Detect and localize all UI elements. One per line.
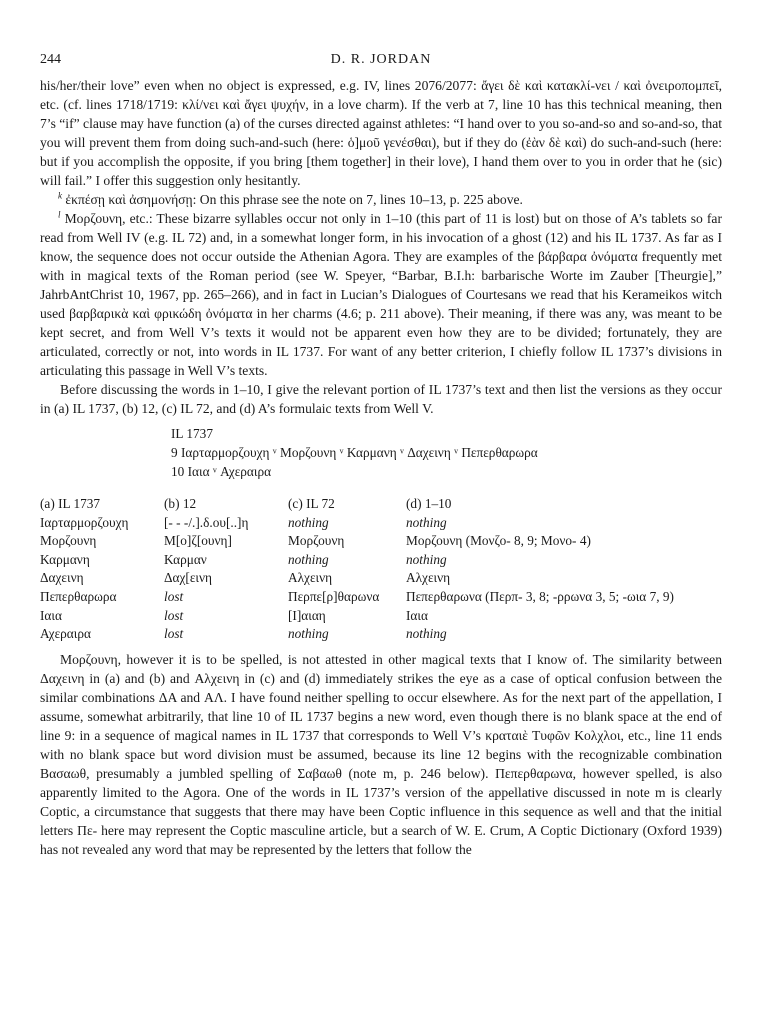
table-row xyxy=(40,625,680,644)
footnote-l-text: Μορζουνη, etc.: These bizarre syllables occur not only in 1–10 (this part of 11 is lost) but on those of A’s tablets so far read from Well IV (e.g. IL 72) and, in a somewhat longer form, in his invocation of a ghost (12) and his IL 1737. As far as I know, the sequence does not occur outside the Athenian Agora. They are examples of the βάρβαρα ὀνόματα frequently met with in magical texts of the Roman period (see W. Speyer, “Barbar, B.I.h: barbarische Worte im Zauber [Theurgie],” JahrbAntChrist 10, 1967, pp. 265–266), and in fact in Lucian’s Dialogues of Courtesans we read that his Kerameikos witch used βαρβαρικὰ καὶ φρικώδη ὀνόματα in her charms (4.6; p. 211 above). Their meaning, if there was any, was meant to be kept secret, and from Well V’s texts it would not be apparent even how they are to be divided; fortunately, they are articulated, correctly or not, into words in IL 1737. For want of any better criterion, I chiefly follow IL 1737’s divisions in articulating this passage in Well V’s texts. xyxy=(40,211,722,378)
column-header: (c) IL 72 xyxy=(288,496,335,511)
table-cell: Αλχεινη xyxy=(406,570,451,586)
table-row xyxy=(40,569,680,588)
table-cell: [- - -/.].δ.ου[..]η xyxy=(164,514,249,530)
footnote-k-text: ἐκπέσῃ καὶ ἀσημονήσῃ: On this phrase see the note on 7, lines 10–13, p. 225 above. xyxy=(65,192,523,207)
running-title: D. R. JORDAN xyxy=(330,52,432,67)
table-cell: lost xyxy=(164,626,184,642)
footnote-l-marker: l xyxy=(58,209,61,220)
table-cell: nothing xyxy=(288,626,329,642)
versions-table xyxy=(40,495,680,644)
table-row xyxy=(40,551,680,570)
column-header: (a) IL 1737 xyxy=(40,496,101,511)
footnote-k-marker: k xyxy=(58,190,62,201)
il-1737-line-9: 9 Ιαρταρμορζουχη ᵛ Μορζουνη ᵛ Καρμανη ᵛ Δαχεινη ᵛ Πεπερθαρωρα xyxy=(171,445,538,460)
table-cell: Δαχ[εινη xyxy=(164,570,212,586)
table-cell: Μορζουνη (Μονζο- 8, 9; Μονο- 4) xyxy=(406,533,591,549)
page-number: 244 xyxy=(40,52,61,67)
table-cell: Μ[ο]ζ[ουνη] xyxy=(164,533,232,549)
table-row xyxy=(40,607,680,626)
table-cell: nothing xyxy=(406,514,447,530)
table-cell: Μορζουνη xyxy=(40,533,97,549)
paragraph-continuation: his/her/their love” even when no object is expressed, e.g. IV, lines 2076/2077: ἄγει δὲ καὶ κατακλί-νει / καὶ ὀνειροπομπεῖ, etc. (cf. lines 1718/1719: κλί/νει καὶ ἄγει ψυχήν, in a love charm). If the verb at 7, line 10 has this technical meaning, then 7’s “if” clause may have function (a) of the curses directed against athletes: “I hand over to you so-and-so and so-and-so, that you will prevent them from doing such-and-such (here: ὁ]μοῦ γενέσθαι), but if they do (ἐὰν δὲ καὶ) do such-and-such (here: but if you accomplish the opposite, if you bring [them together] in their love), I hand them over to you in order that he (sic) will fail.” I offer this suggestion only hesitantly. xyxy=(40,78,722,188)
column-header: (b) 12 xyxy=(164,496,197,511)
paragraph-after-table: Μορζουνη, however it is to be spelled, is not attested in other magical texts that I know of. The similarity between Δαχεινη in (a) and (b) and Αλχεινη in (c) and (d) immediately strikes the eye as a case of optical confusion between the similar combinations ΔΑ and ΑΛ. I have found neither spelling to occur elsewhere. As for the next part of the appellation, I assume, somewhat arbitrarily, that line 10 of IL 1737 begins a new word, even though there is no blank space at the end of line 9: in a sequence of magical names in IL 1737 that corresponds to Well V’s κραταιὲ Τυφῶν Κολχλοι, etc., line 11 ends with no blank space but word division must be assumed, because its line 12 begins with the recognizable combination Βασαωθ, presumably a jumbled spelling of Σαβαωθ (note m, p. 246 below). Πεπερθαρωνα, however spelled, is also apparently limited to the Agora. One of the words in IL 1737’s version of the appellative discussed in note m is clearly Coptic, a circumstance that suggests that there may have been Coptic influence in this sequence as well and that the initial letters Πε- here may represent the Coptic masculine article, but a search of W. E. Crum, A Coptic Dictionary (Oxford 1939) has not revealed any word that may be represented by the letters that follow the xyxy=(40,651,722,857)
table-cell: Δαχεινη xyxy=(40,570,84,586)
footnote-k xyxy=(40,190,722,209)
table-cell: Πεπερθαρωρα xyxy=(40,588,117,604)
table-cell: lost xyxy=(164,607,184,623)
table-cell: lost xyxy=(164,588,184,604)
table-cell: nothing xyxy=(406,551,447,567)
il-1737-line-10: 10 Ιαια ᵛ Αχεραιρα xyxy=(171,464,272,479)
table-row xyxy=(40,514,680,533)
paragraph-before-table: Before discussing the words in 1–10, I give the relevant portion of IL 1737’s text and then list the versions as they occur in (a) IL 1737, (b) 12, (c) IL 72, and (d) A’s formulaic texts from Well V. xyxy=(40,382,722,416)
table-cell: nothing xyxy=(406,626,447,642)
table-cell: Πεπερθαρωνα (Περπ- 3, 8; -ρρωνα 3, 5; -ωια 7, 9) xyxy=(406,588,674,604)
page-header xyxy=(40,52,722,76)
table-cell: [Ι]αιαη xyxy=(288,607,326,623)
footnote-l xyxy=(40,209,722,380)
table-cell: Μορζουνη xyxy=(288,533,345,549)
column-header: (d) 1–10 xyxy=(406,496,452,511)
table-cell: nothing xyxy=(288,551,329,567)
il-1737-excerpt xyxy=(171,424,722,481)
table-cell: Ιαρταρμορζουχη xyxy=(40,514,129,530)
table-cell: Καρμαν xyxy=(164,551,207,567)
versions-header-row xyxy=(40,495,680,514)
table-cell: Ιαια xyxy=(40,607,62,623)
table-cell: Ιαια xyxy=(406,607,428,623)
table-row xyxy=(40,532,680,551)
table-cell: Καρμανη xyxy=(40,551,90,567)
table-cell: Περπε[ρ]θαρωνα xyxy=(288,588,380,604)
table-cell: Αχεραιρα xyxy=(40,626,91,642)
table-row xyxy=(40,588,680,607)
page xyxy=(40,52,722,859)
table-cell: Αλχεινη xyxy=(288,570,333,586)
table-cell: nothing xyxy=(288,514,329,530)
il-1737-heading: IL 1737 xyxy=(171,426,213,441)
